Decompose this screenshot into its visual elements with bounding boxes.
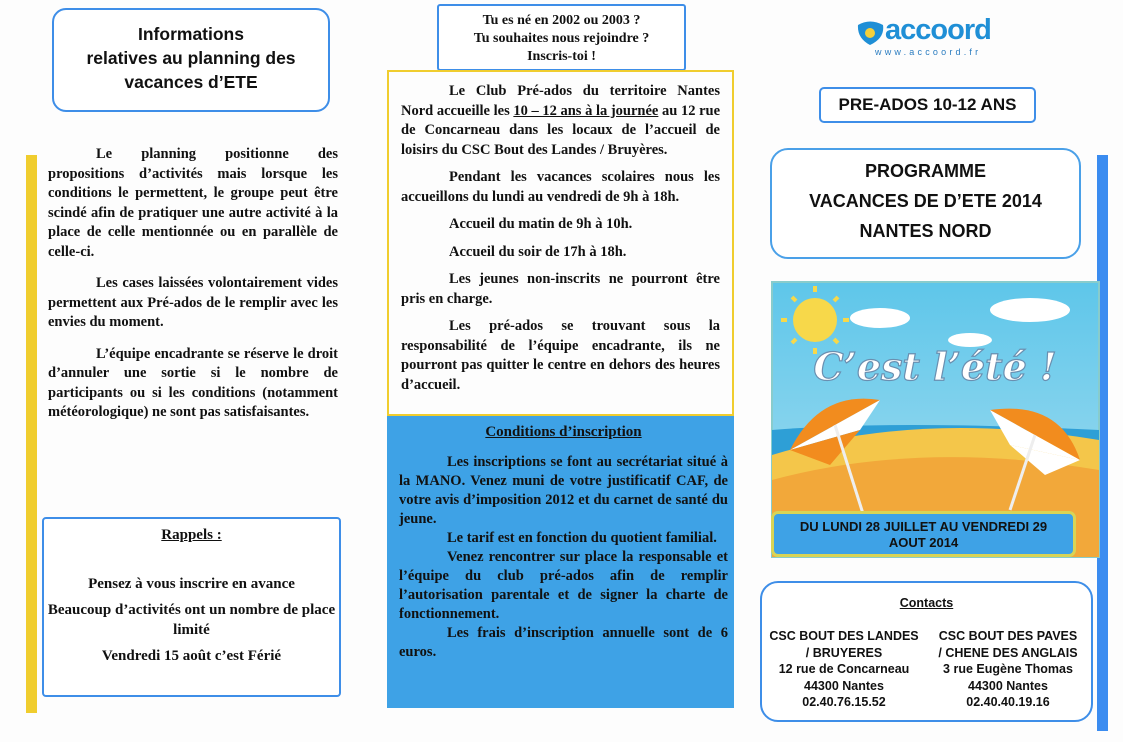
reminders-title: Rappels :: [161, 527, 222, 543]
contact-bout-des-landes: [764, 628, 924, 711]
paragraph: Les inscriptions se font au secrétariat situé à la MANO. Venez muni de votre justificatif CAF, de votre avis d’imposition 2012 et du carnet de santé du jeune.: [399, 454, 728, 527]
reminder-item: Vendredi 15 août c’est Férié: [101, 648, 282, 664]
paragraph: Venez rencontrer sur place la responsable et l’équipe du club pré-ados afin de remplir l’autorisation parentale et de signer la charte de fonctionnement.: [399, 549, 728, 622]
reminder-item: Beaucoup d’activités ont un nombre de place limité: [47, 602, 336, 638]
info-title-line: relatives au planning des: [86, 48, 296, 68]
paragraph: Les jeunes non-inscrits ne pourront être pris en charge.: [401, 271, 720, 307]
contact-name: / BRUYERES: [805, 645, 883, 660]
club-intro: [401, 82, 720, 160]
paragraph: Le planning positionne des propositions d’activités mais lorsque les conditions le permettent, le groupe peut être scindé afin de pratiquer une autre activité à la place de celle mentionnée ou en parallèle de celle-ci.: [48, 146, 338, 260]
club-info-box: [387, 70, 734, 416]
info-title-line: Informations: [138, 24, 244, 44]
join-line: Tu souhaites nous rejoindre ?: [473, 31, 650, 46]
join-line: Inscris-toi !: [527, 49, 596, 64]
contact-name: CSC BOUT DES LANDES: [769, 629, 919, 643]
planning-info-text: [48, 145, 338, 435]
yellow-side-bar: [26, 155, 37, 713]
contacts-box: [760, 581, 1093, 722]
programme-line: PROGRAMME: [865, 161, 986, 181]
join-line: Tu es né en 2002 ou 2003 ?: [482, 13, 641, 28]
reminder-item: Pensez à vous inscrire en avance: [88, 576, 295, 592]
paragraph: Les frais d’inscription annuelle sont de 6 euros.: [399, 625, 728, 660]
paragraph: Les cases laissées volontairement vides permettent aux Pré-ados de le remplir avec les envies du moment.: [48, 275, 338, 330]
join-box: [437, 4, 686, 71]
contact-address: 12 rue de Concarneau: [778, 662, 910, 676]
info-title-box: [52, 8, 330, 112]
programme-line: VACANCES DE D’ETE 2014: [809, 191, 1042, 211]
programme-title-box: [770, 148, 1081, 259]
contact-address: 3 rue Eugène Thomas: [943, 662, 1073, 676]
contact-city: 44300 Nantes: [804, 678, 884, 693]
intro-text: Le Club Pré-ados du territoire Nantes Nord accueille les: [401, 83, 720, 119]
logo-name: accoord: [885, 14, 991, 46]
paragraph: Le tarif est en fonction du quotient familial.: [447, 530, 717, 546]
programme-line: NANTES NORD: [859, 221, 992, 241]
paragraph: Les pré-ados se trouvant sous la responsabilité de l’équipe encadrante, ils ne pourront pas quitter le centre en dehors des heures d’accueil.: [401, 318, 720, 393]
dates-line: DU LUNDI 28 JUILLET AU VENDREDI 29: [799, 519, 1048, 534]
contact-name: CSC BOUT DES PAVES: [938, 629, 1078, 643]
paragraph: Accueil du matin de 9h à 10h.: [449, 216, 633, 232]
contact-phone: 02.40.40.19.16: [966, 695, 1050, 709]
info-title-line: vacances d’ETE: [124, 72, 258, 92]
reminders-box: [42, 517, 341, 697]
conditions-box: [387, 416, 734, 708]
intro-text: au 12 rue de Concarneau dans les locaux de l’accueil de loisirs du CSC Bout des Landes / Bruyères.: [401, 102, 721, 158]
sun-logo-icon: [855, 20, 885, 46]
contacts-title: Contacts: [899, 596, 954, 610]
conditions-title: Conditions d’inscription: [485, 424, 642, 440]
dates-banner: [771, 511, 1076, 557]
dates-line: AOUT 2014: [888, 535, 959, 550]
picture-caption: C’est l’été !: [813, 344, 1057, 389]
age-badge: PRE-ADOS 10-12 ANS: [819, 87, 1036, 123]
paragraph: L’équipe encadrante se réserve le droit d’annuler une sortie si le nombre de participants ou si les conditions (notamment météorologique) ne sont pas satisfaisantes.: [48, 345, 338, 420]
contact-name: / CHENE DES ANGLAIS: [938, 645, 1078, 660]
contact-city: 44300 Nantes: [968, 678, 1048, 693]
contact-bout-des-paves: [928, 628, 1088, 711]
paragraph: Pendant les vacances scolaires nous les accueillons du lundi au vendredi de 9h à 18h.: [401, 169, 720, 205]
logo-url: www.accoord.fr: [875, 47, 982, 57]
intro-age: 10 – 12 ans à la journée: [513, 102, 659, 119]
accoord-logo: [855, 16, 995, 61]
paragraph: Accueil du soir de 17h à 18h.: [449, 243, 627, 260]
contact-phone: 02.40.76.15.52: [802, 695, 886, 709]
